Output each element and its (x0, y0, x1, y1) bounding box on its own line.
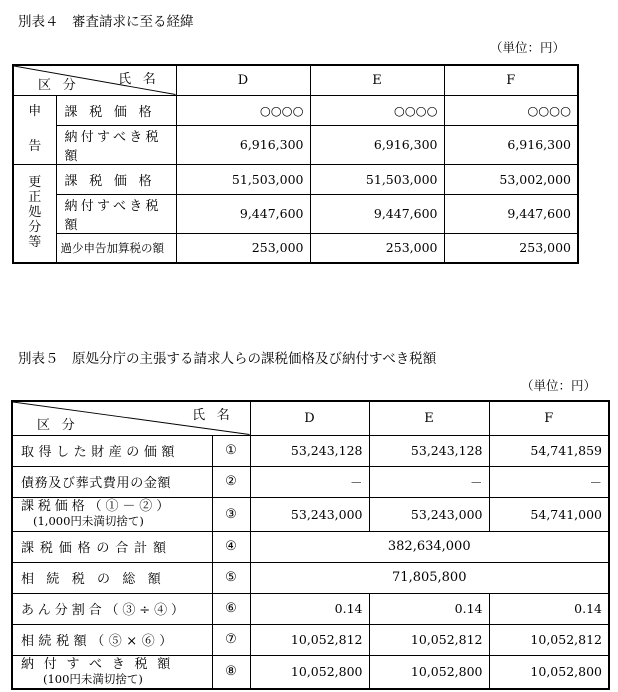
merged-cell: 382,634,000 (250, 531, 609, 562)
row-label: 納付すべき税額 (21, 656, 180, 672)
cell: ○○○○ (176, 95, 310, 125)
row-sublabel: (1,000円未満切捨て) (33, 513, 144, 528)
row-label: 相続税額（⑤×⑥） (12, 624, 212, 655)
cell: 9,447,600 (444, 194, 578, 233)
table4-header-row (13, 65, 578, 95)
table-row (13, 194, 578, 233)
row-label: 取得した財産の価額 (12, 435, 212, 466)
cell: 10,052,800 (489, 655, 609, 689)
cell: 253,000 (176, 233, 310, 263)
table-row (13, 164, 578, 194)
cell: 253,000 (310, 233, 444, 263)
col-header-d: D (176, 65, 310, 95)
header-shimei: 氏名 (118, 72, 168, 87)
group-kousei: 更 正 処 分 等 (13, 164, 56, 263)
cell: 54,741,859 (489, 435, 609, 466)
table4-header-corner (13, 65, 176, 95)
cell: 253,000 (444, 233, 578, 263)
cell: 0.14 (250, 593, 369, 624)
cell: 10,052,812 (489, 624, 609, 655)
table5-header-corner (12, 401, 250, 435)
row-label: 課税価格（①－②） (21, 498, 174, 514)
cell: 53,243,128 (369, 435, 489, 466)
cell: 53,243,000 (250, 497, 369, 531)
table-row (13, 95, 578, 125)
table4-unit: （単位：円） (490, 40, 566, 55)
row-label: 課税価格 (56, 164, 176, 194)
cell: － (250, 466, 369, 497)
table5-unit: （単位：円） (521, 378, 597, 393)
cell: 10,052,812 (369, 624, 489, 655)
row-label: 課税価格の合計額 (12, 531, 212, 562)
row-label-cell (12, 497, 212, 531)
col-header-e: E (369, 401, 489, 435)
row-sublabel: (100円未満切捨て) (43, 671, 143, 686)
row-label: 課税価格 (56, 95, 176, 125)
row-label: あん分割合（③÷④） (12, 593, 212, 624)
col-header-f: F (489, 401, 609, 435)
row-number: ⑦ (212, 624, 250, 655)
row-label: 債務及び葬式費用の金額 (12, 466, 212, 497)
cell: 54,741,000 (489, 497, 609, 531)
table-row (12, 593, 609, 624)
row-number: ① (212, 435, 250, 466)
cell: 0.14 (369, 593, 489, 624)
cell: 0.14 (489, 593, 609, 624)
header-shimei: 氏名 (192, 408, 242, 423)
row-number: ② (212, 466, 250, 497)
row-label: 納付すべき税額 (56, 194, 176, 233)
table5-title: 別表５ 原処分庁の主張する請求人らの課税価格及び納付すべき税額 (18, 351, 437, 367)
row-number: ⑧ (212, 655, 250, 689)
col-header-e: E (310, 65, 444, 95)
row-number: ④ (212, 531, 250, 562)
row-label: 相続税の総額 (12, 562, 212, 593)
table-row (12, 624, 609, 655)
table-row (12, 655, 609, 689)
cell: 53,243,128 (250, 435, 369, 466)
row-number: ③ (212, 497, 250, 531)
cell: － (369, 466, 489, 497)
merged-cell: 71,805,800 (250, 562, 609, 593)
cell: 53,243,000 (369, 497, 489, 531)
row-number: ⑤ (212, 562, 250, 593)
cell: 9,447,600 (176, 194, 310, 233)
table-row (12, 531, 609, 562)
table-row (12, 562, 609, 593)
cell: ○○○○ (310, 95, 444, 125)
col-header-d: D (250, 401, 369, 435)
table-row (13, 125, 578, 164)
table4-title: 別表４ 審査請求に至る経緯 (18, 14, 194, 30)
row-number: ⑥ (212, 593, 250, 624)
cell: 6,916,300 (310, 125, 444, 164)
table-row (12, 497, 609, 531)
table5 (11, 400, 610, 690)
cell: 6,916,300 (444, 125, 578, 164)
row-label: 納付すべき税額 (56, 125, 176, 164)
table-row (13, 233, 578, 263)
cell: ○○○○ (444, 95, 578, 125)
header-kubun: 区分 (37, 417, 87, 433)
col-header-f: F (444, 65, 578, 95)
cell: 51,503,000 (310, 164, 444, 194)
group-shinkoku: 申 告 (13, 95, 56, 164)
table-row (12, 435, 609, 466)
cell: 9,447,600 (310, 194, 444, 233)
table-row (12, 466, 609, 497)
cell: － (489, 466, 609, 497)
cell: 10,052,812 (250, 624, 369, 655)
row-label: 過少申告加算税の額 (56, 233, 176, 263)
cell: 10,052,800 (250, 655, 369, 689)
cell: 51,503,000 (176, 164, 310, 194)
row-label-cell (12, 655, 212, 689)
header-kubun: 区分 (38, 77, 88, 93)
table4 (12, 64, 579, 264)
table5-header-row (12, 401, 609, 435)
cell: 53,002,000 (444, 164, 578, 194)
cell: 10,052,800 (369, 655, 489, 689)
cell: 6,916,300 (176, 125, 310, 164)
